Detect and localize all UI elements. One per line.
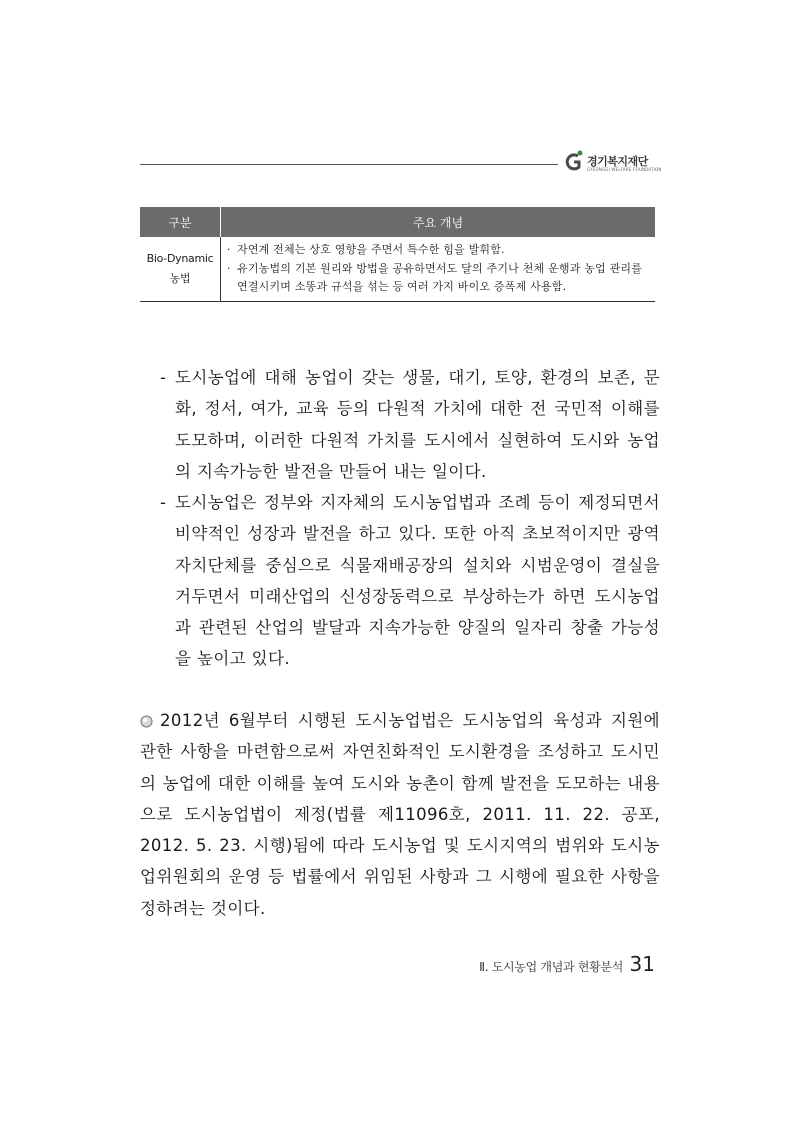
page-footer	[470, 952, 655, 978]
logo-subtitle: GYEONGGI WELFARE FOUNDATION	[587, 167, 662, 172]
table-cell-concept	[221, 237, 656, 301]
table-header-row	[140, 207, 655, 237]
paragraph-bullet-icon	[140, 715, 153, 728]
dash-list-item	[160, 487, 660, 675]
concept-bullet	[227, 260, 651, 297]
dash-list-item	[160, 362, 660, 487]
concept-bullet	[227, 241, 651, 260]
bullet-mark: ·	[227, 243, 231, 256]
header-rule	[140, 164, 558, 165]
dash-item-text: 도시농업은 정부와 지자체의 도시농업법과 조례 등이 제정되면서 비약적인 성장과 발전을 하고 있다. 또한 아직 초보적이지만 광역자치단체를 중심으로 식물재배공장의 설치와 시범운영이 결실을 거두면서 미래산업의 신성장동력으로 부상하는가 하면 도시농업과 관련된 산업의 발달과 지속가능한 양질의 일자리 창출 가능성을 높이고 있다.	[175, 493, 660, 669]
table-header-concept: 주요 개념	[221, 207, 656, 237]
table-cell-category	[140, 237, 221, 301]
concept-bullet-text: 유기농법의 기본 원리와 방법을 공유하면서도 달의 주기나 천체 운행과 농업 관리를 연결시키며 소똥과 규석을 섞는 등 여러 가지 바이오 증폭제 사용함.	[237, 261, 643, 293]
concept-table	[140, 207, 655, 302]
page-number: 31	[629, 952, 655, 976]
dash-mark: -	[160, 368, 167, 387]
category-line: 농법	[169, 271, 191, 285]
paragraph-text: 2012년 6월부터 시행된 도시농업법은 도시농업의 육성과 지원에 관한 사항을 마련함으로써 자연친화적인 도시환경을 조성하고 도시민의 농업에 대한 이해를 높여 도시와 농촌이 함께 발전을 도모하는 내용으로 도시농업법이 제정(법률 제11096호, 2011. 11. 22. 공포, 2012. 5. 23. 시행)됨에 따라 도시농업 및 도시지역의 범위와 도시농업위원회의 운영 등 법률에서 위임된 사항과 그 시행에 필요한 사항을 정하려는 것이다.	[140, 711, 660, 918]
dash-item-text: 도시농업에 대해 농업이 갖는 생물, 대기, 토양, 환경의 보존, 문화, 정서, 여가, 교육 등의 다원적 가치에 대한 전 국민적 이해를 도모하며, 이러한 다원적 가치를 도시에서 실현하여 도시와 농업의 지속가능한 발전을 만들어 내는 일이다.	[175, 368, 660, 481]
bullet-mark: ·	[227, 261, 231, 275]
logo-name: 경기복지재단	[587, 155, 648, 168]
foundation-logo	[563, 148, 663, 176]
table-row	[140, 237, 655, 301]
chapter-title: Ⅱ. 도시농업 개념과 현황분석	[479, 960, 623, 974]
table-header-category: 구분	[140, 207, 221, 237]
body-paragraph	[140, 705, 660, 924]
concept-bullet-text: 자연계 전체는 상호 영향을 주면서 특수한 힘을 발휘함.	[237, 243, 505, 256]
category-line: Bio-Dynamic	[146, 251, 214, 265]
foundation-logo-icon	[563, 148, 585, 176]
dash-mark: -	[160, 493, 167, 512]
